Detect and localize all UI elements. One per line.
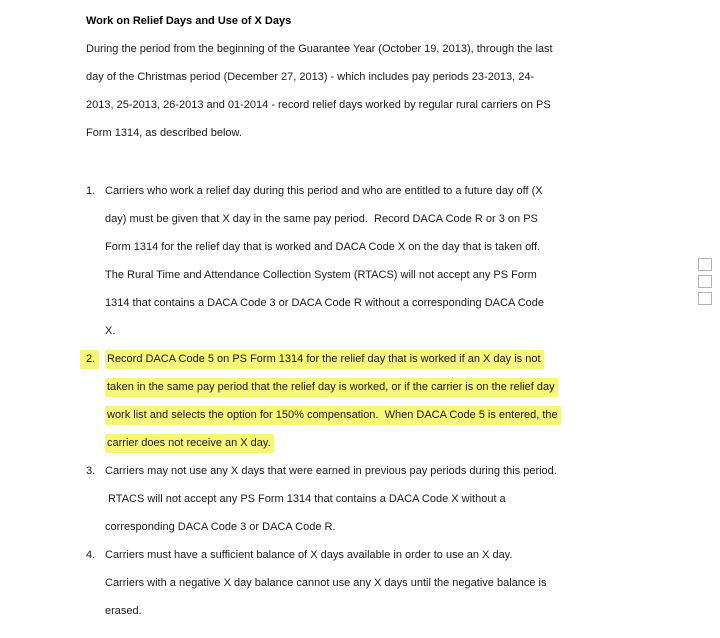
paragraph-line: During the period from the beginning of the Guarantee Year (October 19, 2013), through the last (86, 43, 553, 55)
list-item-line (105, 401, 561, 429)
number-text: 1. (86, 185, 96, 197)
list-item-line (105, 345, 561, 373)
list-item-line (105, 233, 561, 261)
list-item-line (105, 261, 561, 289)
list-item-line (105, 317, 561, 345)
line-text: corresponding DACA Code 3 or DACA Code R. (105, 521, 336, 533)
page-title: Work on Relief Days and Use of X Days (86, 15, 292, 27)
list-item-line (105, 485, 561, 513)
line-text: day) must be given that X day in the same pay period. Record DACA Code R or 3 on PS (105, 213, 538, 225)
list-item-line (105, 569, 561, 597)
line-text: RTACS will not accept any PS Form 1314 that contains a DACA Code X without a (105, 493, 506, 505)
line-text: erased. (105, 605, 142, 617)
number-text: 3. (86, 465, 96, 477)
paragraph-line: day of the Christmas period (December 27, 2013) - which includes pay periods 23-2013, 24- (86, 71, 535, 83)
line-text: X. (105, 325, 116, 337)
list-item-line (105, 457, 561, 485)
line-text: Carriers must have a sufficient balance of X days available in order to use an X day. (105, 549, 513, 561)
line-text: Carriers may not use any X days that were earned in previous pay periods during this period. (105, 465, 557, 477)
margin-markers (698, 258, 712, 309)
line-text: Carriers who work a relief day during this period and who are entitled to a future day off (X (105, 185, 543, 197)
list-item-line (105, 541, 561, 569)
line-text: The Rural Time and Attendance Collection System (RTACS) will not accept any PS Form (105, 269, 537, 281)
list-item-line (105, 429, 561, 457)
list-item-line (105, 597, 561, 625)
list-item-line (105, 289, 561, 317)
list-item-number (86, 177, 95, 205)
list-item-3 (86, 457, 561, 541)
list-item-number (86, 541, 95, 569)
list-item-number (86, 457, 95, 485)
margin-checkbox[interactable] (698, 275, 712, 288)
line-text: 1314 that contains a DACA Code 3 or DACA Code R without a corresponding DACA Code (105, 297, 545, 309)
list-item-line (105, 513, 561, 541)
numbered-list (86, 177, 561, 625)
list-item-line (105, 205, 561, 233)
highlighted-number: 2. (80, 350, 99, 369)
list-item-4 (86, 541, 561, 625)
list-item-line (105, 177, 561, 205)
paragraph-line: Form 1314, as described below. (86, 127, 242, 139)
list-item-1 (86, 177, 561, 345)
paragraph-line: 2013, 25-2013, 26-2013 and 01-2014 - record relief days worked by regular rural carriers on PS (86, 99, 551, 111)
highlighted-text: carrier does not receive an X day. (105, 434, 274, 453)
highlighted-text: work list and selects the option for 150% compensation. When DACA Code 5 is entered, the (105, 406, 561, 425)
list-item-line (105, 373, 561, 401)
line-text: Form 1314 for the relief day that is worked and DACA Code X on the day that is taken off. (105, 241, 541, 253)
line-text: Carriers with a negative X day balance cannot use any X days until the negative balance is (105, 577, 547, 589)
number-text: 4. (86, 549, 96, 561)
highlighted-text: Record DACA Code 5 on PS Form 1314 for the relief day that is worked if an X day is not (105, 350, 544, 369)
highlighted-text: taken in the same pay period that the relief day is worked, or if the carrier is on the relief day (105, 378, 558, 397)
margin-checkbox[interactable] (698, 258, 712, 271)
margin-checkbox[interactable] (698, 292, 712, 305)
list-item-2 (86, 345, 561, 457)
intro-paragraph (86, 35, 553, 147)
list-item-number (86, 345, 99, 373)
